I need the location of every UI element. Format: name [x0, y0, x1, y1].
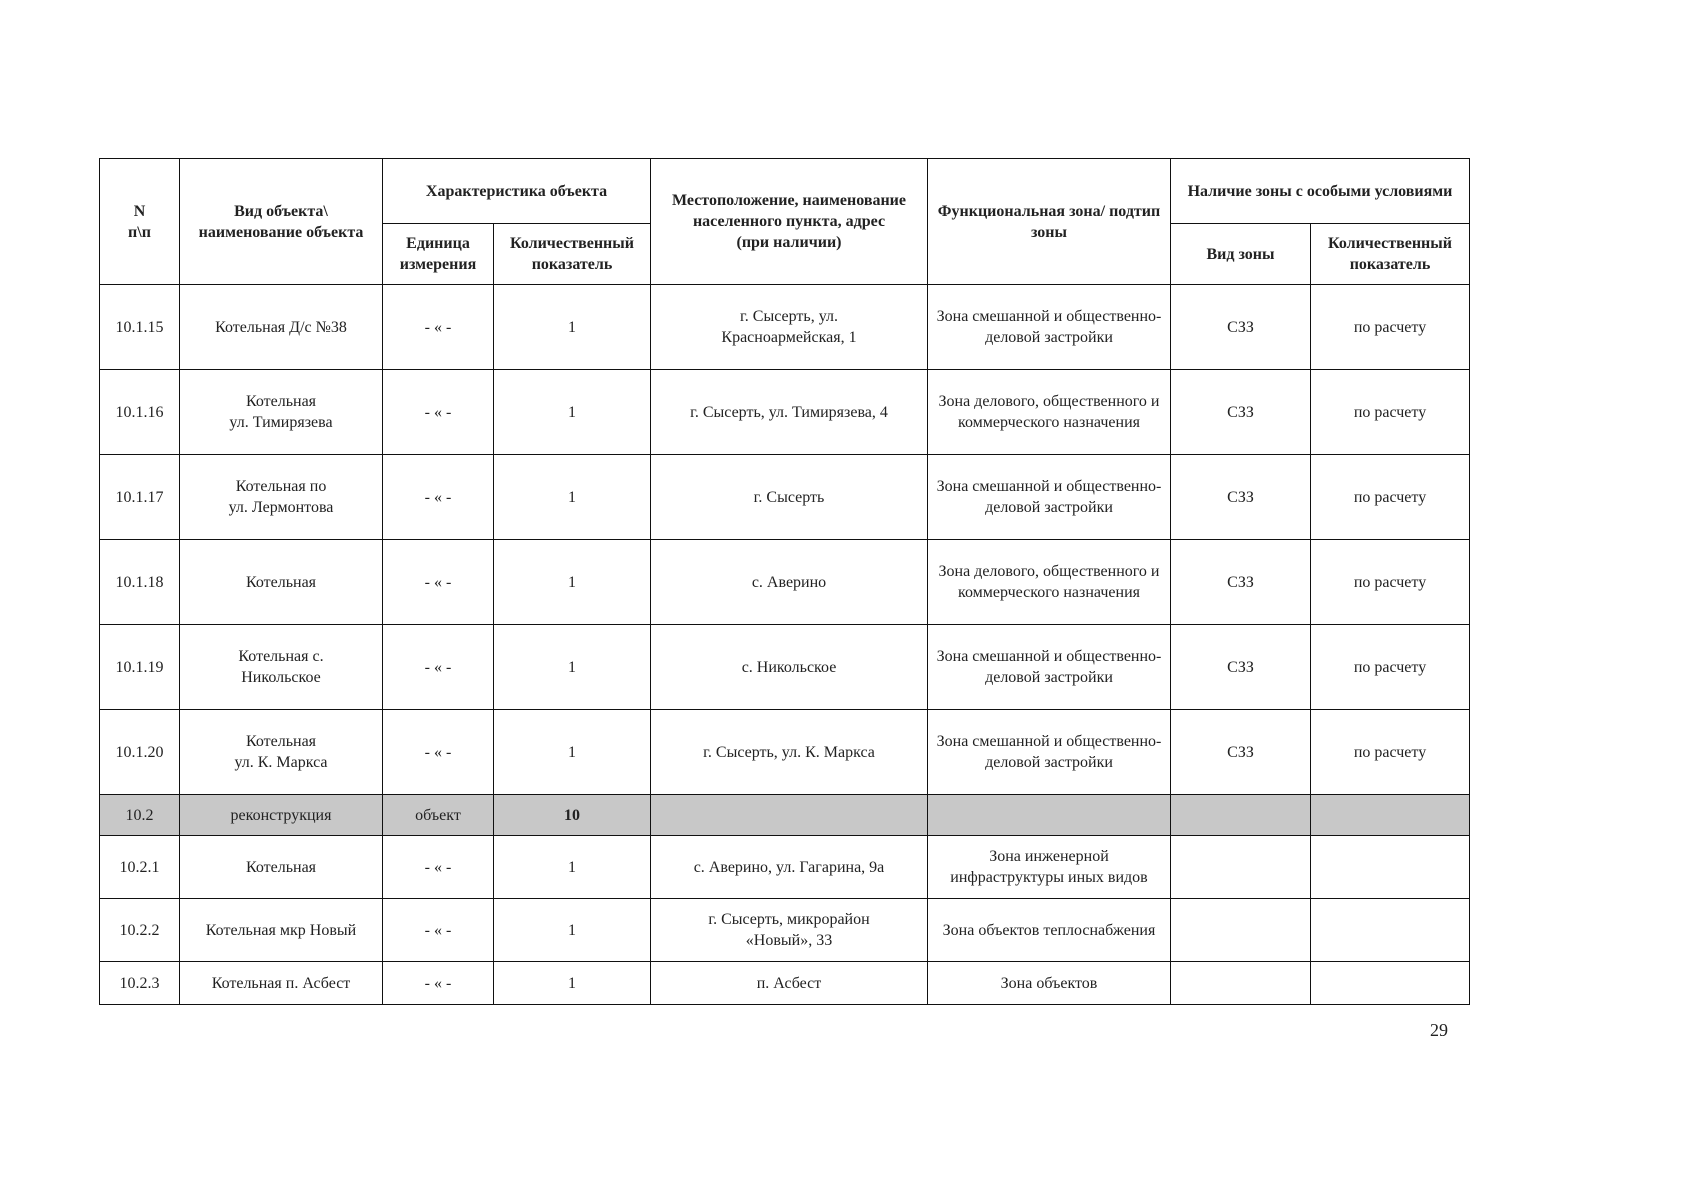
row-qty: 1	[494, 370, 651, 455]
section-row	[100, 795, 1470, 836]
row-name: Котельная п. Асбест	[180, 962, 383, 1005]
header-zone-quantity: Количественный показатель	[1311, 224, 1470, 285]
table-row	[100, 540, 1470, 625]
row-qty: 1	[494, 625, 651, 710]
row-qty: 1	[494, 710, 651, 795]
row-zone: Зона смешанной и общественно-деловой застройки	[928, 710, 1171, 795]
row-zone: Зона объектов теплоснабжения	[928, 899, 1171, 962]
page-number: 29	[1430, 1020, 1448, 1040]
row-zone-qty: по расчету	[1311, 370, 1470, 455]
row-unit: - « -	[383, 540, 494, 625]
row-location: г. Сысерть, ул. Тимирязева, 4	[651, 370, 928, 455]
row-zone-type: СЗЗ	[1171, 370, 1311, 455]
table-row	[100, 625, 1470, 710]
header-location: Местоположение, наименование населенного пункта, адрес (при наличии)	[651, 159, 928, 285]
row-qty: 1	[494, 899, 651, 962]
row-zone: Зона смешанной и общественно-деловой застройки	[928, 455, 1171, 540]
header-functional-zone: Функциональная зона/ подтип зоны	[928, 159, 1171, 285]
table-row	[100, 962, 1470, 1005]
section-empty-cell	[1311, 795, 1470, 836]
row-location: с. Аверино, ул. Гагарина, 9а	[651, 836, 928, 899]
section-empty-cell	[651, 795, 928, 836]
row-location: г. Сысерть, ул. Красноармейская, 1	[651, 285, 928, 370]
section-qty: 10	[494, 795, 651, 836]
header-zone-type: Вид зоны	[1171, 224, 1311, 285]
row-zone-qty: по расчету	[1311, 625, 1470, 710]
row-zone-qty	[1311, 836, 1470, 899]
row-num: 10.2.1	[100, 836, 180, 899]
row-location: г. Сысерть, микрорайон «Новый», 33	[651, 899, 928, 962]
row-num: 10.1.18	[100, 540, 180, 625]
row-name: Котельная ул. Тимирязева	[180, 370, 383, 455]
row-unit: - « -	[383, 899, 494, 962]
row-name: Котельная мкр Новый	[180, 899, 383, 962]
row-zone: Зона смешанной и общественно-деловой застройки	[928, 285, 1171, 370]
row-location: г. Сысерть	[651, 455, 928, 540]
row-zone-qty: по расчету	[1311, 285, 1470, 370]
row-unit: - « -	[383, 710, 494, 795]
row-location: с. Аверино	[651, 540, 928, 625]
row-qty: 1	[494, 285, 651, 370]
row-name: Котельная по ул. Лермонтова	[180, 455, 383, 540]
row-num: 10.1.17	[100, 455, 180, 540]
row-location: п. Асбест	[651, 962, 928, 1005]
row-zone-qty: по расчету	[1311, 710, 1470, 795]
row-unit: - « -	[383, 370, 494, 455]
table-row	[100, 710, 1470, 795]
table-row	[100, 899, 1470, 962]
row-zone-qty: по расчету	[1311, 540, 1470, 625]
row-name: Котельная Д/с №38	[180, 285, 383, 370]
row-unit: - « -	[383, 625, 494, 710]
row-name: Котельная с. Никольское	[180, 625, 383, 710]
table-row	[100, 285, 1470, 370]
section-name: реконструкция	[180, 795, 383, 836]
row-num: 10.1.19	[100, 625, 180, 710]
row-num: 10.1.16	[100, 370, 180, 455]
table-row	[100, 455, 1470, 540]
row-zone-type: СЗЗ	[1171, 710, 1311, 795]
row-zone-type: СЗЗ	[1171, 455, 1311, 540]
row-zone-type	[1171, 899, 1311, 962]
row-zone-type	[1171, 836, 1311, 899]
row-num: 10.1.15	[100, 285, 180, 370]
row-zone: Зона инженерной инфраструктуры иных видов	[928, 836, 1171, 899]
row-zone-qty	[1311, 899, 1470, 962]
row-zone-type: СЗЗ	[1171, 540, 1311, 625]
table-row	[100, 370, 1470, 455]
row-zone: Зона смешанной и общественно-деловой застройки	[928, 625, 1171, 710]
row-unit: - « -	[383, 836, 494, 899]
row-unit: - « -	[383, 285, 494, 370]
row-name: Котельная	[180, 540, 383, 625]
row-zone-qty: по расчету	[1311, 455, 1470, 540]
objects-table	[99, 158, 1470, 1005]
row-location: с. Никольское	[651, 625, 928, 710]
row-unit: - « -	[383, 962, 494, 1005]
row-zone-type: СЗЗ	[1171, 625, 1311, 710]
row-num: 10.1.20	[100, 710, 180, 795]
row-zone-type: СЗЗ	[1171, 285, 1311, 370]
row-zone-type	[1171, 962, 1311, 1005]
row-zone: Зона делового, общественного и коммерческого назначения	[928, 370, 1171, 455]
section-empty-cell	[1171, 795, 1311, 836]
row-name: Котельная	[180, 836, 383, 899]
header-quantity: Количественный показатель	[494, 224, 651, 285]
header-object-type: Вид объекта\ наименование объекта	[180, 159, 383, 285]
header-characteristic: Характеристика объекта	[383, 159, 651, 224]
section-unit: объект	[383, 795, 494, 836]
row-zone-qty	[1311, 962, 1470, 1005]
row-qty: 1	[494, 540, 651, 625]
section-num: 10.2	[100, 795, 180, 836]
row-num: 10.2.2	[100, 899, 180, 962]
row-qty: 1	[494, 455, 651, 540]
row-zone: Зона объектов	[928, 962, 1171, 1005]
section-empty-cell	[928, 795, 1171, 836]
row-qty: 1	[494, 962, 651, 1005]
row-name: Котельная ул. К. Маркса	[180, 710, 383, 795]
row-zone: Зона делового, общественного и коммерческого назначения	[928, 540, 1171, 625]
header-unit: Единица измерения	[383, 224, 494, 285]
row-qty: 1	[494, 836, 651, 899]
row-num: 10.2.3	[100, 962, 180, 1005]
header-special-zone: Наличие зоны с особыми условиями	[1171, 159, 1470, 224]
table-row	[100, 836, 1470, 899]
header-num: N п\п	[100, 159, 180, 285]
row-unit: - « -	[383, 455, 494, 540]
row-location: г. Сысерть, ул. К. Маркса	[651, 710, 928, 795]
